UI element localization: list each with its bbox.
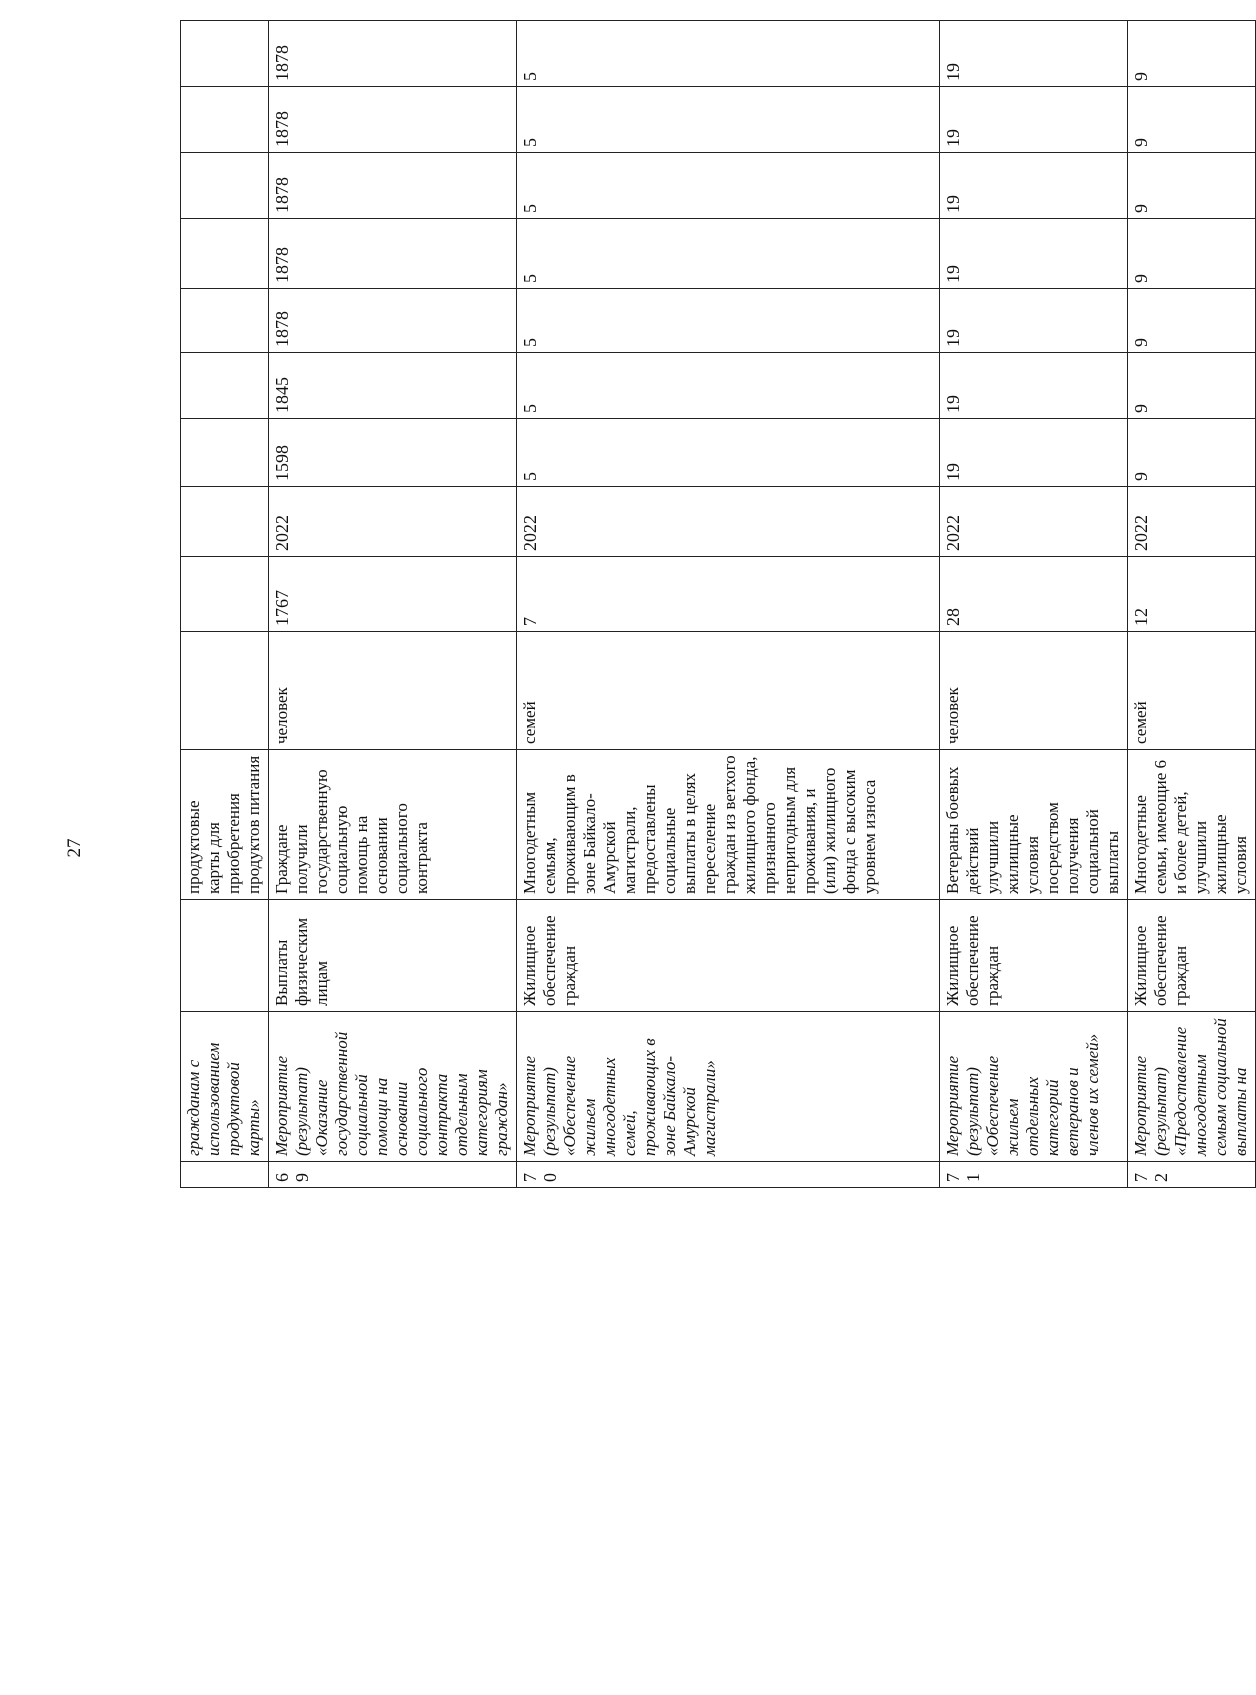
year-value: 9 [1128,353,1256,419]
row-number: 69 [269,1162,517,1188]
unit: семей [517,632,940,750]
base-year: 2022 [269,487,517,557]
year-value: 19 [940,353,1128,419]
year-value: 19 [940,419,1128,487]
year-value: 9 [1128,21,1256,87]
year-value: 1878 [269,21,517,87]
activity-name: Мероприятие (результат) «Обеспечение жильем отдельных категорий ветеранов и членов их семей» [940,1012,1128,1162]
table-row [181,21,269,1188]
activity-type: Жилищное обеспечение граждан [940,900,1128,1012]
table-row [940,21,1128,1188]
year-value: 1878 [269,219,517,289]
year-value: 5 [517,289,940,353]
table-row [517,21,940,1188]
year-value: 19 [940,153,1128,219]
base-year [181,487,269,557]
year-value [181,87,269,153]
year-value [181,153,269,219]
activity-result: продуктовые карты для приобретения продуктов питания [181,750,269,900]
year-value: 9 [1128,153,1256,219]
activity-name: Мероприятие (результат) «Предоставление многодетным семьям социальной выплаты на [1128,1012,1256,1162]
activity-type: Жилищное обеспечение граждан [1128,900,1256,1012]
activity-result: Ветераны боевых действий улучшили жилищные условия посредством получения социальной выплаты [940,750,1128,900]
year-value: 5 [517,153,940,219]
year-value: 19 [940,21,1128,87]
activity-type: Выплаты физическим лицам [269,900,517,1012]
year-value: 19 [940,219,1128,289]
year-value: 5 [517,87,940,153]
unit: человек [940,632,1128,750]
year-value: 5 [517,21,940,87]
year-value: 1598 [269,419,517,487]
row-number: 71 [940,1162,1128,1188]
activity-name: Мероприятие (результат) «Оказание государственной социальной помощи на основании социального контракта отдельным категориям граждан» [269,1012,517,1162]
table-row [269,21,517,1188]
year-value: 9 [1128,219,1256,289]
base-year: 2022 [1128,487,1256,557]
row-number: 70 [517,1162,940,1188]
unit: семей [1128,632,1256,750]
base-value: 12 [1128,557,1256,632]
year-value: 1878 [269,289,517,353]
year-value [181,353,269,419]
year-value [181,289,269,353]
year-value [181,419,269,487]
activity-result: Многодетным семьям, проживающим в зоне Байкало-Амурской магистрали, предоставлены социальные выплаты в целях переселение граждан из ветхого жилищного фонда, признанного непригодным для проживания, и (или) жилищного фонда с высоким уровнем износа [517,750,940,900]
table-row [1128,21,1256,1188]
year-value: 9 [1128,289,1256,353]
base-value: 28 [940,557,1128,632]
rotated-table-container [180,45,1250,1188]
activity-result: Граждане получили государственную социальную помощь на основании социального контракта [269,750,517,900]
base-value: 1767 [269,557,517,632]
base-value: 7 [517,557,940,632]
activity-name: Мероприятие (результат) «Обеспечение жильем многодетных семей, проживающих в зоне Байкало-Амурской магистрали» [517,1012,940,1162]
year-value: 1878 [269,153,517,219]
year-value: 9 [1128,87,1256,153]
year-value: 1878 [269,87,517,153]
indicators-table [180,20,1256,1188]
activity-result: Многодетные семьи, имеющие 6 и более детей, улучшили жилищные условия [1128,750,1256,900]
row-number [181,1162,269,1188]
activity-name: гражданам с использованием продуктовой карты» [181,1012,269,1162]
year-value [181,21,269,87]
year-value: 5 [517,353,940,419]
unit [181,632,269,750]
year-value: 19 [940,289,1128,353]
page-number: 27 [64,838,85,858]
base-year: 2022 [517,487,940,557]
year-value: 5 [517,419,940,487]
base-value [181,557,269,632]
year-value: 1845 [269,353,517,419]
unit: человек [269,632,517,750]
base-year: 2022 [940,487,1128,557]
row-number: 72 [1128,1162,1256,1188]
year-value [181,219,269,289]
year-value: 5 [517,219,940,289]
activity-type: Жилищное обеспечение граждан [517,900,940,1012]
year-value: 19 [940,87,1128,153]
activity-type [181,900,269,1012]
year-value: 9 [1128,419,1256,487]
